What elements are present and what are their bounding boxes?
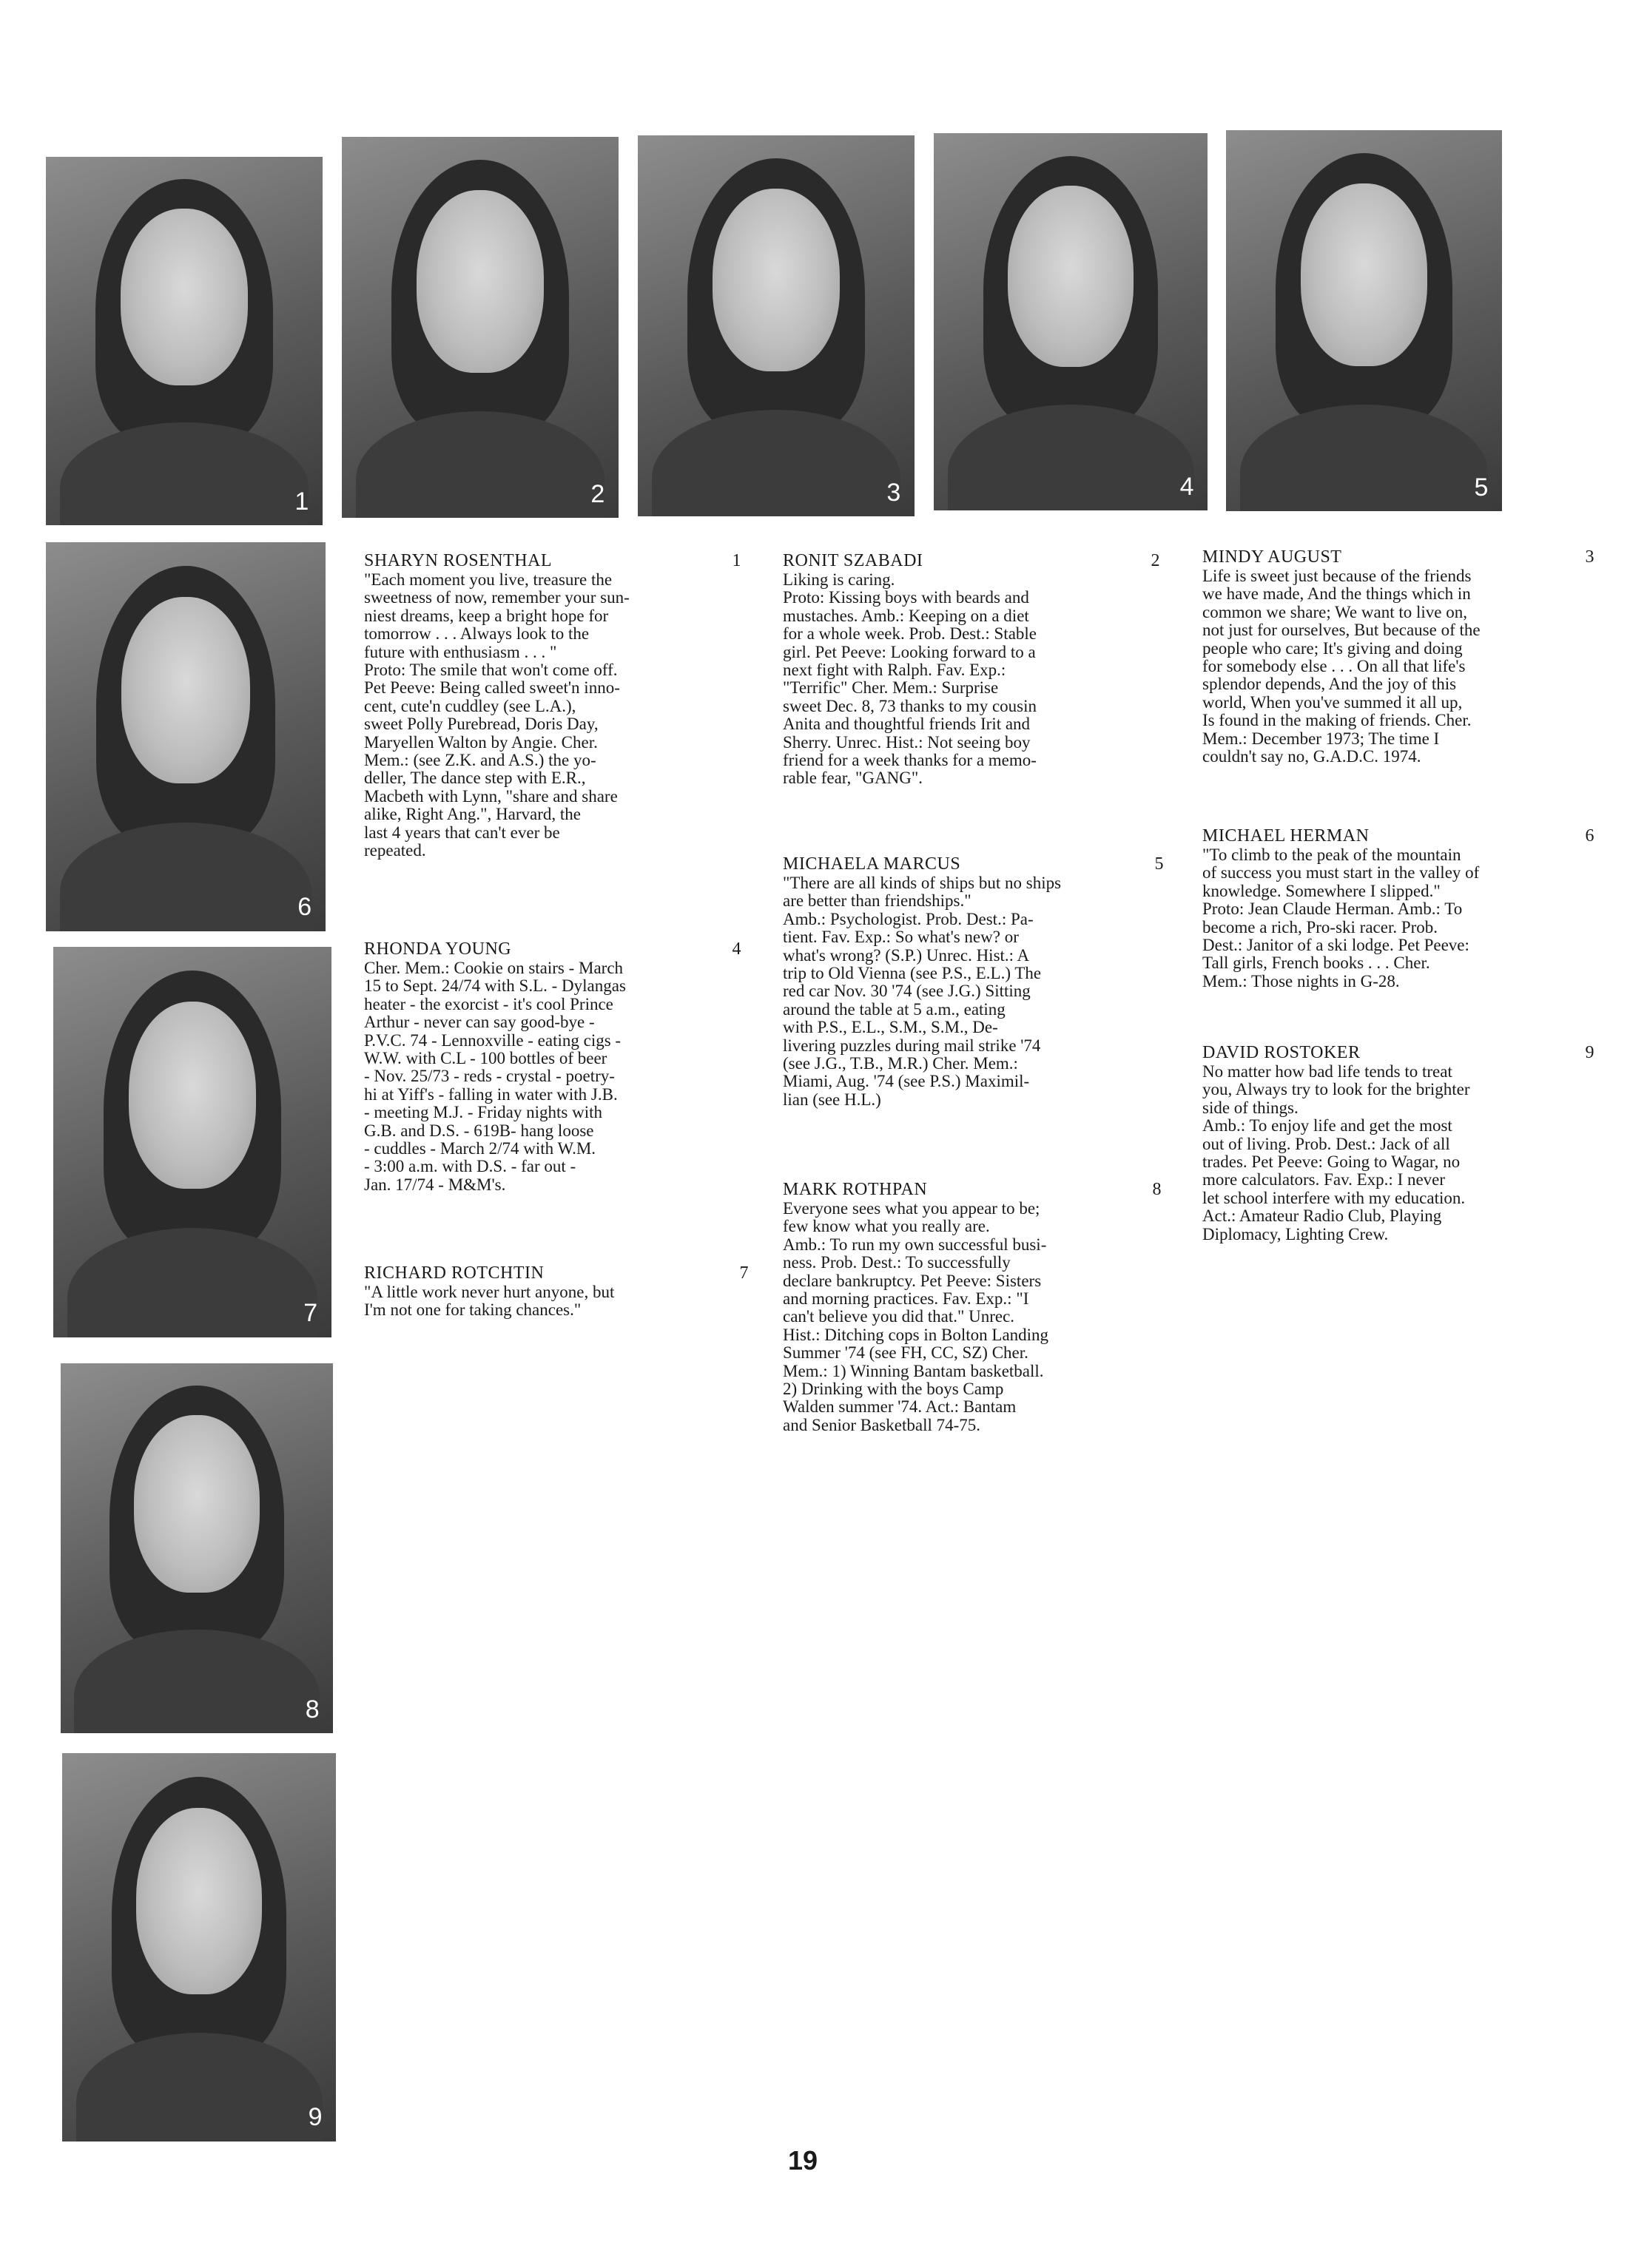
portrait-photo-1 [46,157,323,525]
senior-entry-rhonda-young [364,939,741,1194]
shoulders-shape [1240,405,1489,511]
shoulders-shape [60,823,311,931]
entry-name: DAVID ROSTOKER [1202,1043,1361,1062]
entry-text: No matter how bad life tends to treat you, Always try to look for the brighter side of things. Amb.: To enjoy life and get the most out of living. Prob. Dest.: Jack of all trades. Pet Peeve: Going to Wagar, no more calculators. Fav. Exp.: I never let school interfere with my education. Act.: Amateur Radio Club, Playing Diplomacy, Lighting Crew. [1202,1062,1470,1243]
photo-number: 6 [297,893,312,922]
face-shape [129,1002,257,1189]
senior-entry-mindy-august [1202,547,1594,766]
face-shape [1008,186,1134,367]
portrait-photo-7 [53,947,331,1337]
senior-entry-michael-herman [1202,826,1594,990]
senior-entry-michaela-marcus [783,854,1164,1109]
senior-entry-david-rostoker [1202,1043,1594,1243]
photo-number: 4 [1179,472,1194,501]
portrait-photo-4 [934,133,1208,510]
entry-text: "There are all kinds of ships but no ships are better than friendships." Amb.: Psychologist. Prob. Dest.: Pa- tient. Fav. Exp.: So what's new? or what's wrong? (S.P.) Unrec. Hist.: A trip to Old Vienna (see P.S., E.L.) The red car Nov. 30 '74 (see J.G.) Sitting around the table at 5 a.m., eating with P.S., E.L., S.M., S.M., De- livering puzzles during mail strike '74 (see J.G., T.B., M.R.) Cher. Mem.: Miami, Aug. '74 (see P.S.) Maximil- lian (see H.L.) [783,874,1062,1109]
entry-number: 9 [1585,1043,1594,1062]
entry-header [364,551,741,571]
entry-number: 4 [732,939,741,959]
entry-text: "Each moment you live, treasure the sweetness of now, remember your sun- niest dreams, keep a bright hope for tomorrow . . . Always look to the future with enthusiasm . . . " Proto: The smile that won't come off. Pet Peeve: Being called sweet'n inno- cent, cute'n cuddley (see L.A.), sweet Polly Purebread, Doris Day, Maryellen Walton by Angie. Cher. Mem.: (see Z.K. and A.S.) the yo- deller, The dance step with E.R., Macbeth with Lynn, "share and share alike, Right Ang.", Harvard, the last 4 years that can't ever be repeated. [364,570,630,860]
portrait-photo-3 [638,135,915,516]
entry-text: "To climb to the peak of the mountain of success you must start in the valley of knowledge. Somewhere I slipped." Proto: Jean Claude Herman. Amb.: To become a rich, Pro-ski racer. Prob. Dest.: Janitor of a ski lodge. Pet Peeve: Tall girls, French books . . . Cher. Mem.: Those nights in G-28. [1202,846,1480,990]
entry-header [1202,1043,1594,1063]
portrait-photo-2 [342,137,619,518]
senior-entry-mark-rothpan [783,1180,1162,1434]
entry-name: RONIT SZABADI [783,551,923,570]
entry-name: MINDY AUGUST [1202,547,1342,567]
senior-entry-sharyn-rosenthal [364,551,741,860]
entry-header [783,1180,1162,1200]
entry-name: RICHARD ROTCHTIN [364,1263,545,1283]
portrait-photo-9 [62,1753,336,2142]
entry-header [783,854,1164,874]
entry-text: Cher. Mem.: Cookie on stairs - March 15 to Sept. 24/74 with S.L. - Dylangas heater - the exorcist - it's cool Prince Arthur - never can say good-bye - P.V.C. 74 - Lennoxville - eating cigs - W.W. with C.L - 100 bottles of beer - Nov. 25/73 - reds - crystal - poetry- hi at Yiff's - falling in water with J.B. - meeting M.J. - Friday nights with G.B. and D.S. - 619B- hang loose - cuddles - March 2/74 with W.M. - 3:00 a.m. with D.S. - far out - Jan. 17/74 - M&M's. [364,959,626,1194]
entry-number: 6 [1585,826,1594,846]
entry-name: MICHAELA MARCUS [783,854,961,874]
senior-entry-richard-rotchtin [364,1263,749,1320]
page-number: 19 [788,2145,818,2176]
photo-number: 9 [308,2103,323,2132]
face-shape [1301,183,1428,366]
entry-number: 8 [1152,1180,1162,1199]
photo-number: 3 [886,478,901,507]
face-shape [713,189,840,371]
face-shape [121,209,248,385]
shoulders-shape [76,2033,323,2142]
photo-number: 2 [590,479,605,508]
face-shape [417,190,544,373]
entry-header [1202,826,1594,846]
entry-header [364,1263,749,1283]
shoulders-shape [74,1630,319,1733]
entry-number: 3 [1585,547,1594,567]
shoulders-shape [60,422,309,525]
entry-name: MARK ROTHPAN [783,1180,928,1199]
entry-name: SHARYN ROSENTHAL [364,551,553,570]
portrait-photo-6 [46,542,326,931]
face-shape [121,597,250,783]
entry-name: MICHAEL HERMAN [1202,826,1370,846]
photo-number: 7 [303,1299,318,1328]
photo-number: 8 [305,1695,320,1724]
senior-entry-ronit-szabadi [783,551,1160,788]
entry-number: 1 [732,551,741,570]
shoulders-shape [67,1228,317,1337]
entry-text: Life is sweet just because of the friends we have made, And the things which in common we share; We want to live on, not just for ourselves, But because of the people who care; It's giving and doing for somebody else . . . On all that life's splendor depends, And the joy of this world, When you've summed it all up, Is found in the making of friends. Cher. Mem.: December 1973; The time I couldn't say no, G.A.D.C. 1974. [1202,567,1481,766]
entry-text: Everyone sees what you appear to be; few know what you really are. Amb.: To run my own successful busi- ness. Prob. Dest.: To successfully declare bankruptcy. Pet Peeve: Sisters and morning practices. Fav. Exp.: "I can't believe you did that." Unrec. Hist.: Ditching cops in Bolton Landing Summer '74 (see FH, CC, SZ) Cher. Mem.: 1) Winning Bantam basketball. 2) Drinking with the boys Camp Walden summer '74. Act.: Bantam and Senior Basketball 74-75. [783,1199,1049,1434]
portrait-photo-5 [1226,130,1502,511]
face-shape [136,1808,262,1994]
entry-number: 5 [1154,854,1164,874]
face-shape [134,1415,259,1593]
photo-number: 5 [1474,473,1489,502]
entry-number: 2 [1151,551,1160,570]
entry-header [364,939,741,959]
entry-text: "A little work never hurt anyone, but I'm not one for taking chances." [364,1283,615,1320]
shoulders-shape [948,405,1194,510]
photo-number: 1 [294,487,309,516]
shoulders-shape [356,411,605,518]
entry-name: RHONDA YOUNG [364,939,512,959]
portrait-photo-8 [61,1363,333,1733]
entry-header [783,551,1160,571]
shoulders-shape [652,410,901,516]
entry-header [1202,547,1594,567]
entry-text: Liking is caring. Proto: Kissing boys with beards and mustaches. Amb.: Keeping on a diet for a whole week. Prob. Dest.: Stable girl. Pet Peeve: Looking forward to a next fight with Ralph. Fav. Exp.: "Terrific" Cher. Mem.: Surprise sweet Dec. 8, 73 thanks to my cousin Anita and thoughtful friends Irit and Sherry. Unrec. Hist.: Not seeing boy friend for a week thanks for a memo- rable fear, "GANG". [783,570,1037,788]
entry-number: 7 [739,1263,749,1283]
